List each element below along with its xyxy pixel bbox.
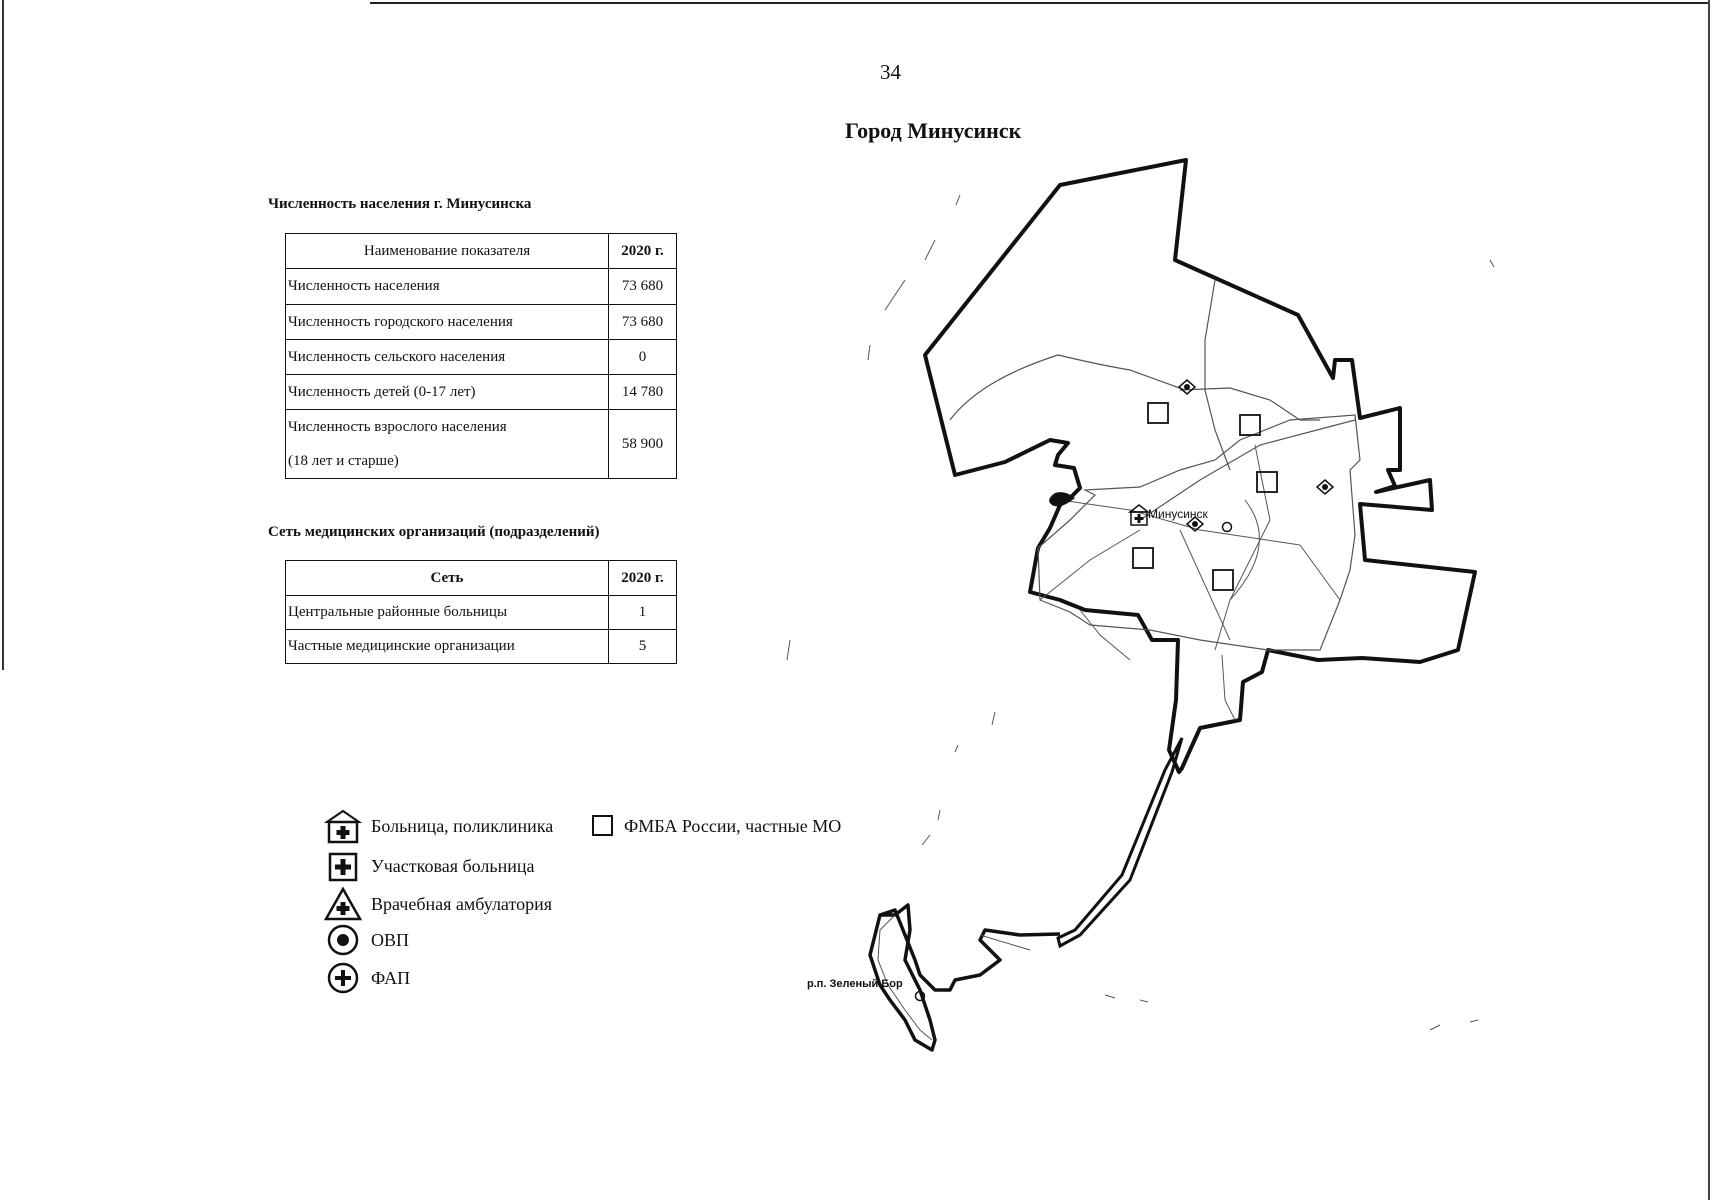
hospital-icon bbox=[1130, 505, 1148, 525]
row-label: Численность населения bbox=[286, 269, 609, 305]
fmba-square-icon bbox=[1133, 548, 1153, 568]
header-indicator: Наименование показателя bbox=[286, 234, 609, 269]
legend-fmba-label: ФМБА России, частные МО bbox=[624, 815, 842, 836]
city-label: Минусинск bbox=[1148, 507, 1208, 521]
map-title: Город Минусинск bbox=[845, 118, 1022, 143]
settlement-label: р.п. Зеленый Бор bbox=[807, 978, 903, 990]
urban-area-boundary bbox=[1038, 415, 1360, 650]
row-value: 1 bbox=[609, 596, 677, 630]
city-boundary bbox=[925, 160, 1475, 772]
row-value: 58 900 bbox=[609, 410, 677, 479]
fmba-square-icon bbox=[1257, 472, 1277, 492]
district-line bbox=[950, 355, 1185, 420]
corridor-road bbox=[1058, 738, 1182, 946]
header-year: 2020 г. bbox=[609, 234, 677, 269]
fmba-square-icon bbox=[1213, 570, 1233, 590]
fap-circle-plus-icon bbox=[1317, 480, 1333, 494]
population-caption: Численность населения г. Минусинска bbox=[268, 196, 532, 212]
fmba-square-icon bbox=[1148, 403, 1168, 423]
row-value: 14 780 bbox=[609, 375, 677, 410]
road-line bbox=[1080, 610, 1130, 660]
legend-ovp-label: ОВП bbox=[371, 929, 410, 950]
ovp-circle-icon bbox=[1223, 523, 1232, 532]
row-value: 5 bbox=[609, 630, 677, 664]
row-label: Численность городского населения bbox=[286, 305, 609, 340]
fmba-square-icon bbox=[1240, 415, 1260, 435]
scan-noise bbox=[787, 195, 1494, 1030]
row-label: Центральные районные больницы bbox=[286, 596, 609, 630]
legend-hospital-label: Больница, поликлиника bbox=[371, 815, 554, 836]
header-network: Сеть bbox=[286, 561, 609, 596]
road-line bbox=[1040, 530, 1140, 600]
row-value: 73 680 bbox=[609, 305, 677, 340]
road-line bbox=[1222, 655, 1235, 720]
row-label-line2: (18 лет и старше) bbox=[288, 453, 399, 469]
road-line bbox=[1180, 530, 1230, 640]
row-value: 73 680 bbox=[609, 269, 677, 305]
road-line bbox=[1300, 545, 1340, 600]
legend-district-hospital-label: Участковая больница bbox=[371, 855, 535, 876]
fap-circle-plus-icon bbox=[1179, 380, 1195, 394]
row-label: Численность детей (0-17 лет) bbox=[286, 375, 609, 410]
legend-fap-label: ФАП bbox=[371, 967, 411, 988]
network-caption: Сеть медицинских организаций (подразделений) bbox=[268, 524, 600, 540]
legend-ambulatory-label: Врачебная амбулатория bbox=[371, 893, 552, 914]
row-label: Численность сельского населения bbox=[286, 340, 609, 375]
district-line bbox=[1205, 280, 1230, 470]
row-label-line1: Численность взрослого населения bbox=[288, 419, 507, 435]
row-label: Частные медицинские организации bbox=[286, 630, 609, 664]
road-line bbox=[1215, 445, 1270, 650]
row-value: 0 bbox=[609, 340, 677, 375]
page-number: 34 bbox=[880, 60, 901, 84]
header-year: 2020 г. bbox=[609, 561, 677, 596]
